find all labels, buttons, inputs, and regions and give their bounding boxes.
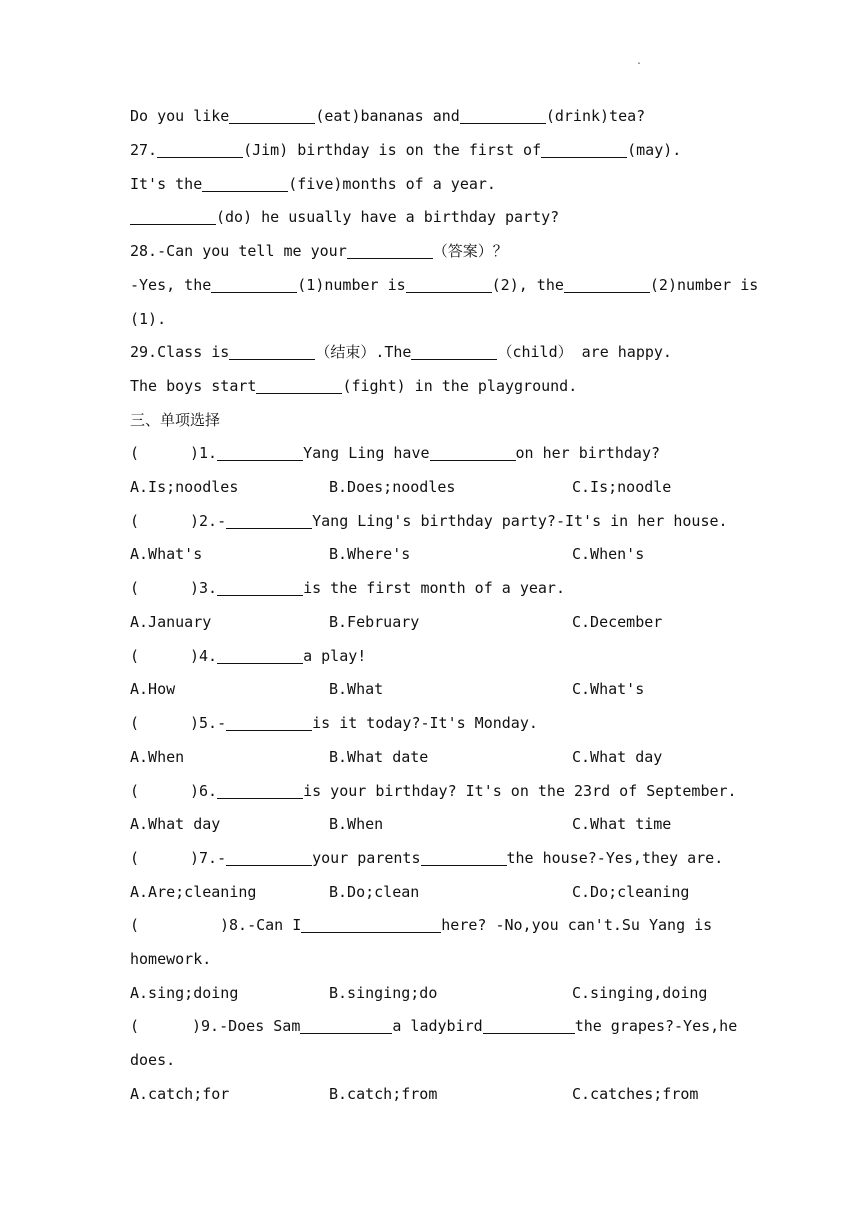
mc-question-7: ( )7.- your parents the house?-Yes,they are. xyxy=(130,849,724,867)
mc-question-4: ( )4. a play! xyxy=(130,647,367,665)
mc-question-6: ( )6. is your birthday? It's on the 23rd of September. xyxy=(130,782,737,800)
option-b[interactable]: B.Do;clean xyxy=(329,883,420,901)
option-c[interactable]: C.What day xyxy=(572,748,663,766)
blank[interactable] xyxy=(541,143,627,158)
option-c[interactable]: C.When's xyxy=(572,545,645,563)
question-27: 27. (Jim) birthday is on the first of (may). xyxy=(130,141,682,159)
blank[interactable] xyxy=(217,649,303,664)
option-b[interactable]: B.Does;noodles xyxy=(329,478,456,496)
mc-question-9: ( )9.-Does Sam a ladybird the grapes?-Yes,he xyxy=(130,1017,738,1035)
option-b[interactable]: B.February xyxy=(329,613,420,631)
option-c[interactable]: C.What's xyxy=(572,680,645,698)
question-29: 29.Class is （结束）.The （child） are happy. xyxy=(130,343,672,361)
option-a[interactable]: A.Is;noodles xyxy=(130,478,239,496)
page-mark: . xyxy=(636,56,643,67)
mc-question-1: ( )1. Yang Ling have on her birthday? xyxy=(130,444,661,462)
mc-question-9-continued: does. xyxy=(130,1051,176,1069)
option-a[interactable]: A.January xyxy=(130,613,212,631)
option-b[interactable]: B.What date xyxy=(329,748,429,766)
blank[interactable] xyxy=(217,581,303,596)
blank[interactable] xyxy=(217,784,303,799)
option-a[interactable]: A.What day xyxy=(130,815,221,833)
blank[interactable] xyxy=(421,851,507,866)
option-c[interactable]: C.Is;noodle xyxy=(572,478,672,496)
question-27-line-2: It's the (five)months of a year. xyxy=(130,175,496,193)
blank[interactable] xyxy=(411,345,497,360)
section-title: 三、单项选择 xyxy=(130,411,221,429)
option-a[interactable]: A.sing;doing xyxy=(130,984,239,1002)
blank[interactable] xyxy=(157,143,243,158)
mc-question-3: ( )3. is the first month of a year. xyxy=(130,579,565,597)
blank[interactable] xyxy=(211,278,297,293)
blank[interactable] xyxy=(217,446,303,461)
blank[interactable] xyxy=(301,918,441,933)
option-a[interactable]: A.What's xyxy=(130,545,203,563)
question-28-line-2: -Yes, the (1)number is (2), the (2)number is xyxy=(130,276,759,294)
option-a[interactable]: A.Are;cleaning xyxy=(130,883,257,901)
option-a[interactable]: A.When xyxy=(130,748,185,766)
mc-question-8: ( )8.-Can I here? -No,you can't.Su Yang is xyxy=(130,916,713,934)
mc-question-5: ( )5.- is it today?-It's Monday. xyxy=(130,714,538,732)
question-28-line-3: (1). xyxy=(130,310,167,328)
option-c[interactable]: C.singing,doing xyxy=(572,984,708,1002)
option-c[interactable]: C.Do;cleaning xyxy=(572,883,690,901)
option-b[interactable]: B.singing;do xyxy=(329,984,438,1002)
option-b[interactable]: B.Where's xyxy=(329,545,411,563)
option-c[interactable]: C.catches;from xyxy=(572,1085,699,1103)
blank[interactable] xyxy=(226,851,312,866)
blank[interactable] xyxy=(347,244,433,259)
option-b[interactable]: B.What xyxy=(329,680,384,698)
blank[interactable] xyxy=(256,379,342,394)
option-c[interactable]: C.December xyxy=(572,613,663,631)
question-27-line-3: (do) he usually have a birthday party? xyxy=(130,207,559,227)
blank[interactable] xyxy=(130,210,216,225)
blank[interactable] xyxy=(229,109,315,124)
option-b[interactable]: B.When xyxy=(329,815,384,833)
question-29-line-2: The boys start (fight) in the playground. xyxy=(130,377,578,395)
option-b[interactable]: B.catch;from xyxy=(329,1085,438,1103)
option-a[interactable]: A.catch;for xyxy=(130,1085,230,1103)
blank[interactable] xyxy=(226,514,312,529)
blank[interactable] xyxy=(226,716,312,731)
option-c[interactable]: C.What time xyxy=(572,815,672,833)
mc-question-8-continued: homework. xyxy=(130,950,212,968)
blank[interactable] xyxy=(406,278,492,293)
blank[interactable] xyxy=(430,446,516,461)
blank[interactable] xyxy=(564,278,650,293)
fill-line-1: Do you like (eat)bananas and (drink)tea? xyxy=(130,107,646,125)
question-28: 28.-Can you tell me your （答案）？ xyxy=(130,242,508,260)
blank[interactable] xyxy=(229,345,315,360)
option-a[interactable]: A.How xyxy=(130,680,176,698)
blank[interactable] xyxy=(460,109,546,124)
mc-question-2: ( )2.- Yang Ling's birthday party?-It's in her house. xyxy=(130,512,728,530)
blank[interactable] xyxy=(202,177,288,192)
blank[interactable] xyxy=(483,1019,575,1034)
blank[interactable] xyxy=(300,1019,392,1034)
